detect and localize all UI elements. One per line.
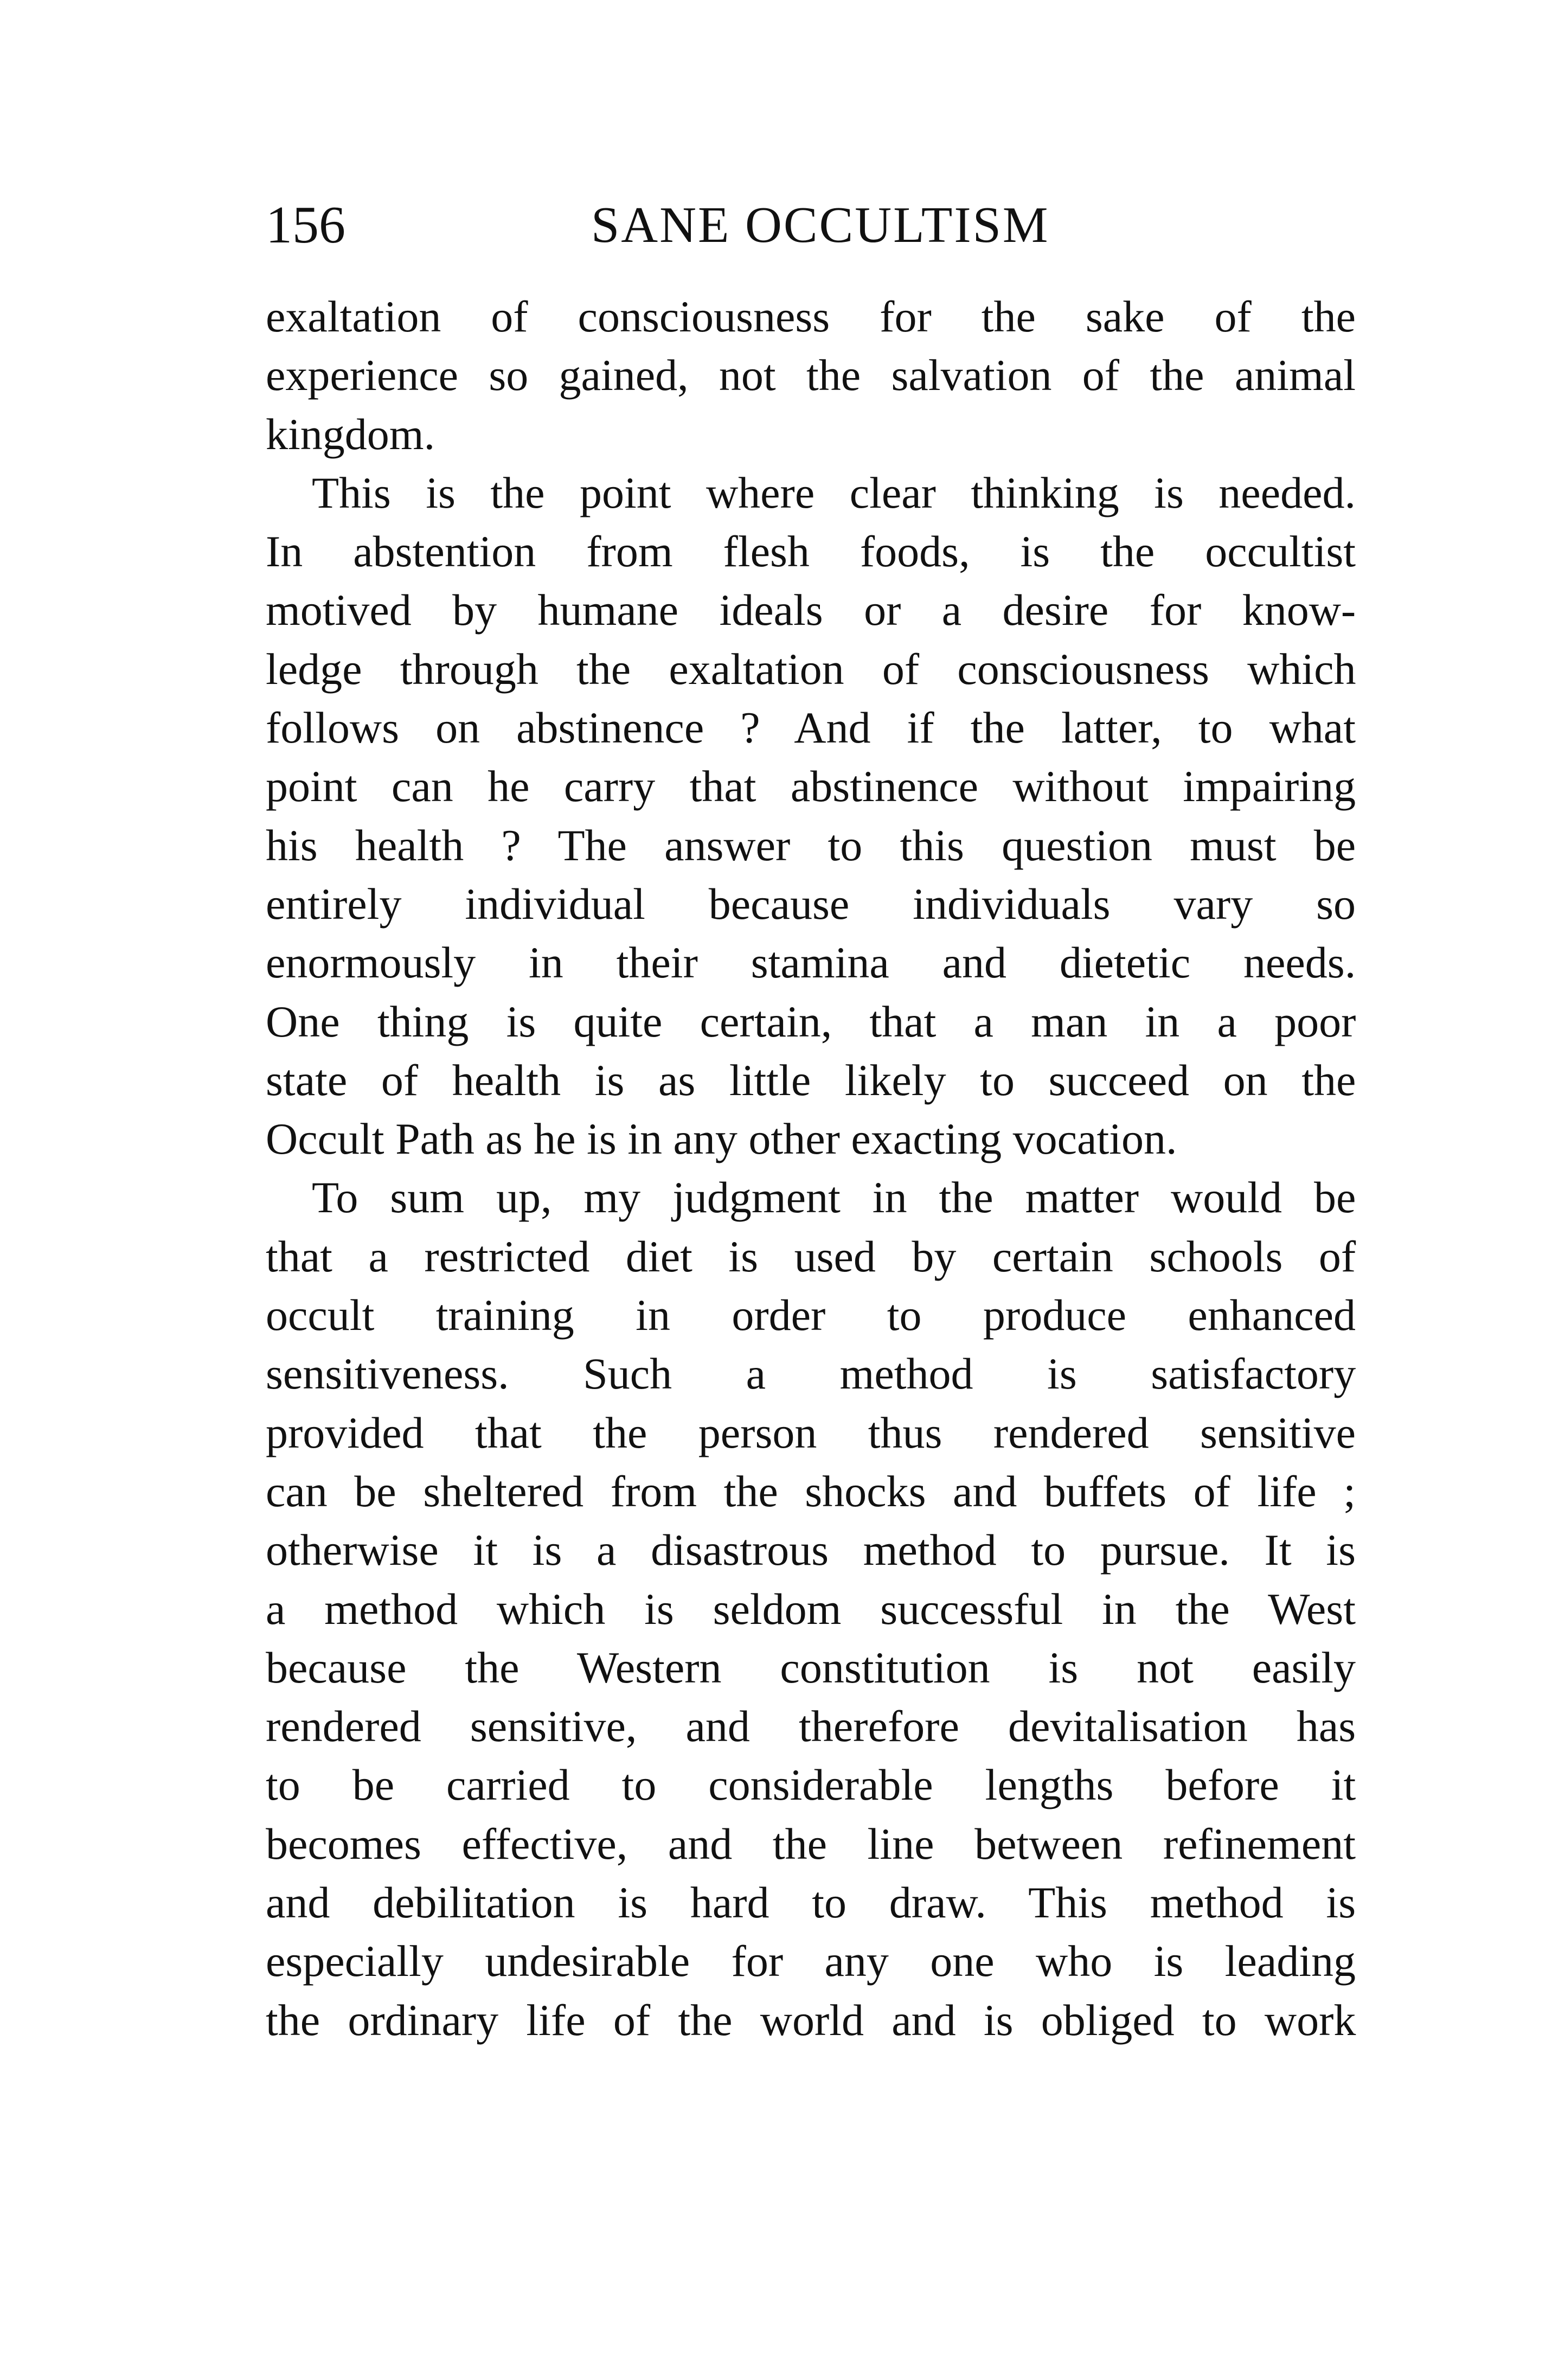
text-line: One thing is quite certain, that a man in a poor: [266, 996, 1356, 1046]
text-line: can be sheltered from the shocks and buffets of life ;: [266, 1466, 1356, 1516]
text-line: becomes effective, and the line between refinement: [266, 1819, 1356, 1869]
page-header: [266, 193, 1356, 258]
text-line: provided that the person thus rendered sensitive: [266, 1407, 1356, 1457]
text-line: a method which is seldom successful in the West: [266, 1584, 1356, 1634]
text-line: occult training in order to produce enhanced: [266, 1290, 1356, 1340]
text-line: kingdom.: [266, 409, 435, 459]
text-line: entirely individual because individuals vary so: [266, 879, 1356, 929]
text-line: ledge through the exaltation of consciousness which: [266, 644, 1356, 694]
body-text: [266, 287, 1356, 2050]
text-line: state of health is as little likely to succeed on the: [266, 1055, 1356, 1105]
text-line: exaltation of consciousness for the sake of the: [266, 292, 1356, 341]
text-line: Occult Path as he is in any other exacting vocation.: [266, 1114, 1177, 1164]
text-line: the ordinary life of the world and is obliged to work: [266, 1995, 1356, 2045]
page-number: 156: [266, 196, 345, 254]
text-line: To sum up, my judgment in the matter would be: [312, 1173, 1356, 1223]
text-line: follows on abstinence ? And if the latter, to what: [266, 703, 1356, 753]
text-line: motived by humane ideals or a desire for know-: [266, 585, 1356, 635]
text-line: sensitiveness. Such a method is satisfactory: [266, 1349, 1356, 1399]
text-line: point can he carry that abstinence without impairing: [266, 762, 1356, 811]
text-line: This is the point where clear thinking is needed.: [312, 468, 1356, 517]
text-line: otherwise it is a disastrous method to pursue. It is: [266, 1525, 1356, 1575]
text-line: his health ? The answer to this question must be: [266, 820, 1356, 870]
text-line: that a restricted diet is used by certain schools of: [266, 1231, 1356, 1281]
paragraph-2: [266, 464, 1356, 1169]
text-line: because the Western constitution is not easily: [266, 1642, 1356, 1692]
text-line: especially undesirable for any one who is leading: [266, 1936, 1356, 1986]
text-line: rendered sensitive, and therefore devitalisation has: [266, 1701, 1356, 1751]
paragraph-1: [266, 287, 1356, 464]
text-line: to be carried to considerable lengths before it: [266, 1760, 1356, 1810]
text-line: experience so gained, not the salvation of the animal: [266, 350, 1356, 400]
running-title: SANE OCCULTISM: [591, 197, 1050, 253]
text-line: enormously in their stamina and dietetic needs.: [266, 938, 1356, 988]
text-line: In abstention from flesh foods, is the occultist: [266, 527, 1356, 577]
text-line: and debilitation is hard to draw. This method is: [266, 1878, 1356, 1928]
paragraph-3: [266, 1168, 1356, 2049]
